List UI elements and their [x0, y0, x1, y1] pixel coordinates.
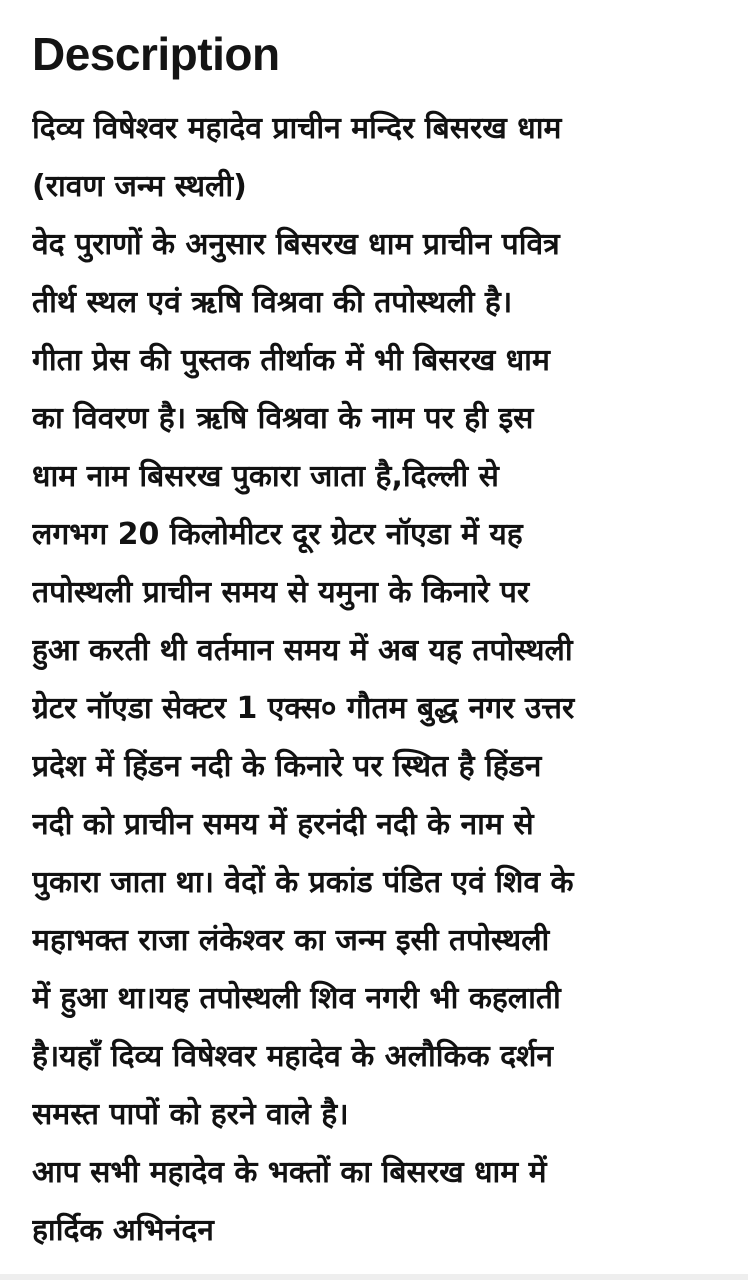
description-line: गीता प्रेस की पुस्तक तीर्थाक में भी बिसरख धाम: [32, 343, 550, 378]
bottom-divider: [0, 1274, 748, 1280]
description-line: (रावण जन्म स्थली): [32, 169, 247, 204]
description-line: तपोस्थली प्राचीन समय से यमुना के किनारे पर: [32, 575, 530, 610]
description-line: महाभक्त राजा लंकेश्वर का जन्म इसी तपोस्थली: [32, 923, 550, 958]
description-line: का विवरण है। ऋषि विश्रवा के नाम पर ही इस: [32, 401, 534, 436]
description-line: हार्दिक अभिनंदन: [32, 1213, 214, 1248]
description-line: नदी को प्राचीन समय में हरनंदी नदी के नाम से: [32, 807, 534, 842]
description-line: दिव्य विषेश्वर महादेव प्राचीन मन्दिर बिसरख धाम: [32, 111, 562, 146]
description-line: लगभग 20 किलोमीटर दूर ग्रेटर नॉएडा में यह: [32, 517, 523, 552]
description-line: वेद पुराणों के अनुसार बिसरख धाम प्राचीन पवित्र: [32, 227, 560, 262]
description-line: पुकारा जाता था। वेदों के प्रकांड पंडित एवं शिव के: [32, 865, 574, 900]
description-line: धाम नाम बिसरख पुकारा जाता है,दिल्ली से: [32, 459, 499, 494]
description-line: हुआ करती थी वर्तमान समय में अब यह तपोस्थली: [32, 633, 573, 668]
description-line: तीर्थ स्थल एवं ऋषि विश्रवा की तपोस्थली है।: [32, 285, 513, 320]
description-line: में हुआ था।यह तपोस्थली शिव नगरी भी कहलाती: [32, 981, 561, 1016]
description-line: प्रदेश में हिंडन नदी के किनारे पर स्थित है हिंडन: [32, 749, 542, 784]
description-line: ग्रेटर नॉएडा सेक्टर 1 एक्स० गौतम बुद्ध नगर उत्तर: [32, 691, 575, 726]
description-line: समस्त पापों को हरने वाले है।: [32, 1097, 349, 1132]
description-body: [32, 100, 720, 1260]
description-line: है।यहाँ दिव्य विषेश्वर महादेव के अलौकिक दर्शन: [32, 1039, 554, 1074]
description-line: आप सभी महादेव के भक्तों का बिसरख धाम में: [32, 1155, 547, 1190]
description-heading: Description: [32, 28, 280, 80]
